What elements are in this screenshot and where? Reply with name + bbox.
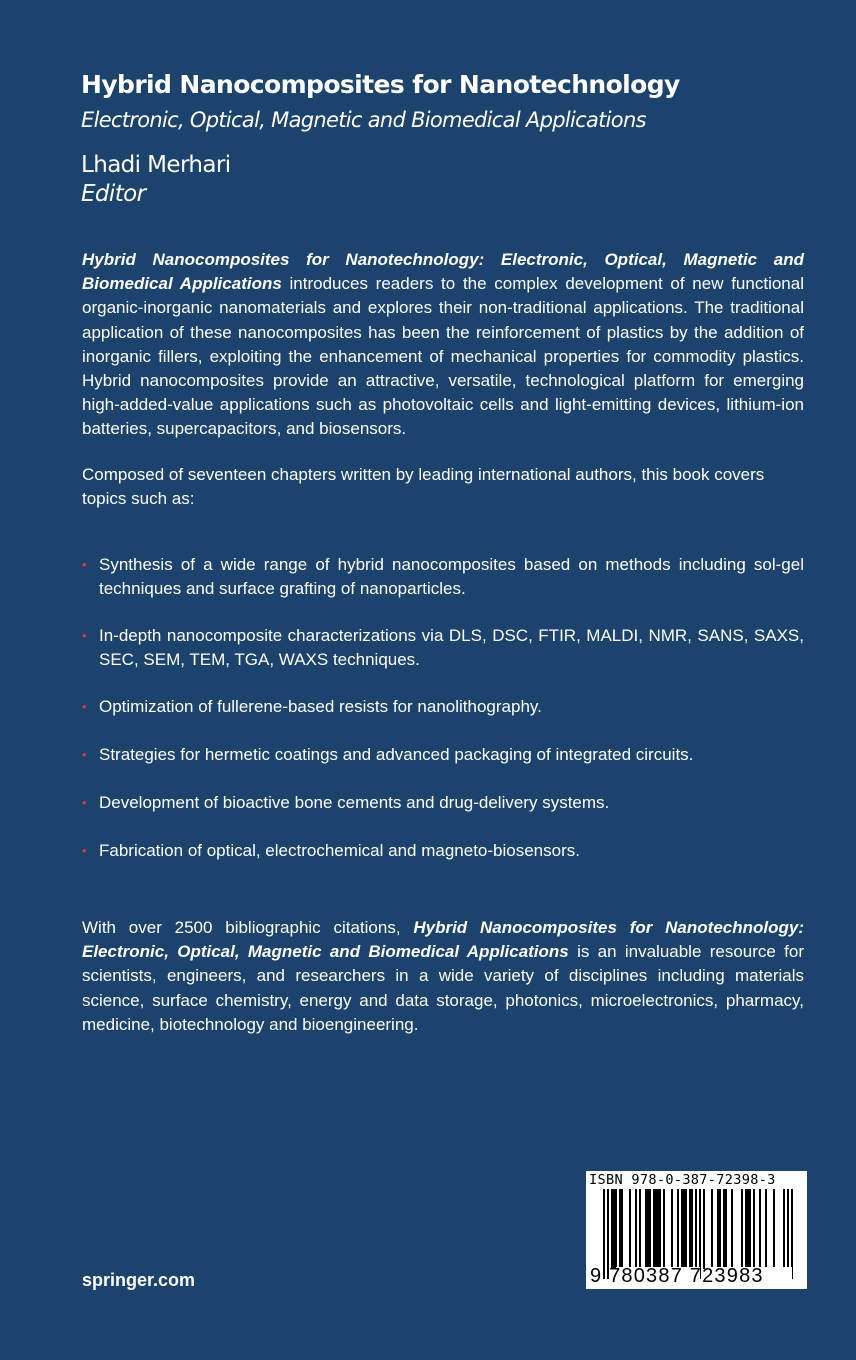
list-item-text: In-depth nanocomposite characterizations via DLS, DSC, FTIR, MALDI, NMR, SANS, SAXS, SEC, SEM, TEM, TGA, WAXS techniques. — [99, 626, 804, 670]
barcode-bar — [671, 1189, 673, 1269]
description-title-emphasis: Hybrid Nanocomposites for Nanotechnology: Electronic, Optical, Magnetic and Biomedical Applications — [82, 918, 804, 962]
list-item-text: Development of bioactive bone cements and drug-delivery systems. — [99, 793, 610, 812]
audience-text: is an invaluable resource for scientists, engineers, and researchers in a wide variety of disciplines including materials science, surface chemistry, energy and data storage, photonics, microelectronics, pharmacy, medicine, biotechnology and bioengineering. — [82, 942, 805, 1034]
barcode-bar — [677, 1189, 679, 1269]
bullet-icon: • — [82, 747, 87, 762]
barcode-bar — [639, 1189, 641, 1269]
barcode-bar — [741, 1189, 743, 1269]
barcode-bar — [703, 1189, 705, 1269]
list-item — [82, 553, 804, 624]
description-paragraph-1 — [82, 248, 804, 442]
topics-intro: Composed of seventeen chapters written by leading international authors, this book covers topics such as: — [82, 465, 765, 509]
barcode-bar — [653, 1189, 661, 1269]
barcode-bar — [731, 1189, 733, 1269]
barcode-bar — [635, 1189, 637, 1269]
list-item-text: Optimization of fullerene-based resists for nanolithography. — [99, 697, 542, 716]
bullet-icon: • — [82, 795, 87, 810]
list-item — [82, 839, 804, 863]
ean-digits: 9 780387 723983 — [590, 1265, 764, 1287]
isbn-barcode — [586, 1171, 807, 1289]
bullet-icon: • — [82, 628, 87, 643]
description-title-emphasis: Hybrid Nanocomposites for Nanotechnology: Electronic, Optical, Magnetic and Biomedical Applications — [82, 250, 804, 294]
barcode-bar — [791, 1189, 793, 1279]
bullet-icon: • — [82, 557, 87, 572]
topics-list — [82, 553, 804, 863]
list-item — [82, 791, 804, 839]
editor-name: Lhadi Merhari — [81, 152, 231, 178]
description-text: introduces readers to the complex development of new functional organic-inorganic nanomaterials and explores their non-traditional applications. The traditional application of these nanocomposites has been the reinforcement of plastics by the addition of inorganic fillers, exploiting the enhancement of mechanical properties for commodity plastics. Hybrid nanocomposites provide an attractive, versatile, technological platform for emerging high-added-value applications such as photovoltaic cells and light-emitting devices, lithium-ion batteries, supercapacitors, and biosensors. — [82, 274, 804, 439]
list-item-text: Synthesis of a wide range of hybrid nanocomposites based on methods including sol-gel techniques and surface grafting of nanoparticles. — [99, 555, 804, 599]
book-subtitle: Electronic, Optical, Magnetic and Biomedical Applications — [81, 108, 646, 132]
bullet-icon: • — [82, 843, 87, 858]
barcode-bar — [783, 1189, 785, 1269]
barcode-bar — [773, 1189, 775, 1269]
barcode-bar — [619, 1189, 623, 1269]
publisher-url[interactable]: springer.com — [82, 1270, 196, 1290]
book-title: Hybrid Nanocomposites for Nanotechnology — [81, 70, 680, 99]
list-item — [82, 695, 804, 743]
bullet-icon: • — [82, 699, 87, 714]
barcode-bar — [787, 1189, 789, 1279]
barcode-bar — [745, 1189, 751, 1269]
list-item — [82, 624, 804, 695]
barcode-bar — [765, 1189, 767, 1269]
barcode-bar — [717, 1189, 721, 1269]
barcode-bar — [759, 1189, 761, 1269]
barcode-bar — [723, 1189, 727, 1269]
barcode-bar — [753, 1189, 755, 1269]
barcode-bar — [663, 1189, 665, 1269]
editor-role: Editor — [81, 181, 146, 207]
barcode-bar — [645, 1189, 651, 1269]
isbn-label: ISBN 978-0-387-72398-3 — [589, 1172, 776, 1188]
barcode-bar — [611, 1189, 617, 1269]
list-item-text: Strategies for hermetic coatings and advanced packaging of integrated circuits. — [99, 745, 694, 764]
barcode-bar — [689, 1189, 693, 1269]
barcode-bar — [629, 1189, 631, 1269]
description-paragraph-3 — [82, 916, 804, 1037]
citations-text: With over 2500 bibliographic citations, — [82, 918, 414, 937]
list-item — [82, 743, 804, 791]
list-item-text: Fabrication of optical, electrochemical and magneto-biosensors. — [99, 841, 580, 860]
barcode-bar — [711, 1189, 713, 1269]
barcode-bar — [681, 1189, 687, 1269]
